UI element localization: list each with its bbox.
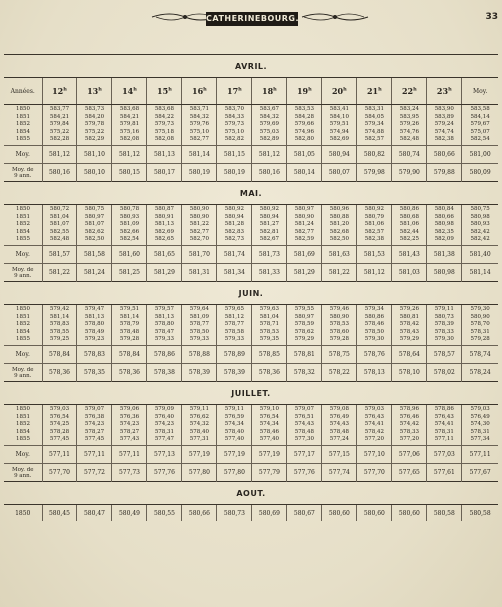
running-header — [0, 6, 502, 28]
value-cell: 583,58 584,14 579,67 575,07 582,54 — [462, 105, 498, 146]
column-header-hour: 14$^h$ — [112, 78, 147, 105]
moy9-cell: 578,10 — [392, 364, 427, 382]
month-title: MAI. — [4, 182, 498, 205]
value-cell: 580,60 — [322, 505, 357, 522]
moy9-cell: 578,36 — [42, 364, 77, 382]
value-cell: 579,42 581,14 578,83 578,55 579,25 — [42, 305, 77, 346]
moy9-cell: 577,76 — [147, 464, 182, 482]
value-cell: 579,03 576,54 574,25 578,28 577,45 — [42, 405, 77, 446]
moy-cell: 577,19 — [182, 446, 217, 464]
value-cell: 578,96 576,46 574,42 578,33 577,20 — [392, 405, 427, 446]
value-cell: 580,90 580,90 581,22 582,77 582,70 — [182, 205, 217, 246]
moy9-cell: 577,70 — [357, 464, 392, 482]
moy-cell: 578,74 — [462, 346, 498, 364]
moy-cell: 578,64 — [392, 346, 427, 364]
moy9-cell: 581,14 — [462, 264, 498, 282]
column-header-hour: 17$^h$ — [217, 78, 252, 105]
moy9-cell: 580,09 — [462, 164, 498, 182]
moy-cell: 577,11 — [42, 446, 77, 464]
value-cell: 580,92 580,94 581,28 582,83 582,73 — [217, 205, 252, 246]
moy-cell: 581,57 — [42, 246, 77, 264]
moy9-cell: 580,07 — [322, 164, 357, 182]
column-header-hour: 23$^h$ — [427, 78, 462, 105]
value-cell: 579,30 580,90 578,70 578,31 579,28 — [462, 305, 498, 346]
moy-cell: 578,86 — [147, 346, 182, 364]
value-cell: 583,90 583,89 579,24 574,74 582,38 — [427, 105, 462, 146]
moy-cell: 581,60 — [112, 246, 147, 264]
moy-cell: 577,06 — [392, 446, 427, 464]
value-cell: 579,65 581,12 578,77 578,58 579,33 — [217, 305, 252, 346]
moy9-cell: 581,22 — [322, 264, 357, 282]
month-title: AOUT. — [4, 482, 498, 505]
value-cell: 583,24 583,95 579,26 574,76 582,48 — [392, 105, 427, 146]
moy9-cell: 581,34 — [217, 264, 252, 282]
moy-cell: 577,10 — [357, 446, 392, 464]
value-cell: 580,67 — [287, 505, 322, 522]
moy-cell: 581,58 — [77, 246, 112, 264]
moy9-cell: 578,32 — [287, 364, 322, 382]
moy-cell: 578,88 — [182, 346, 217, 364]
moy9-label: Moy. de 9 ann. — [4, 464, 42, 482]
column-header-hour: 12$^h$ — [42, 78, 77, 105]
moy9-cell: 581,24 — [77, 264, 112, 282]
barometer-table — [4, 54, 498, 521]
moy-cell: 581,74 — [217, 246, 252, 264]
moy-cell: 580,94 — [322, 146, 357, 164]
value-cell: 579,07 576,51 574,43 578,48 577,30 — [287, 405, 322, 446]
moy-cell: 581,53 — [357, 246, 392, 264]
page-number: 33 — [485, 12, 498, 22]
moy-cell: 581,12 — [112, 146, 147, 164]
moy-row — [4, 446, 498, 464]
moy9-cell: 581,31 — [182, 264, 217, 282]
moy-row — [4, 346, 498, 364]
moy9-cell: 579,98 — [357, 164, 392, 182]
data-row — [4, 405, 498, 446]
moy9-cell: 580,98 — [427, 264, 462, 282]
year-cell: 1850 — [4, 505, 42, 522]
value-cell: 579,08 576,49 574,43 578,48 577,24 — [322, 405, 357, 446]
moy-cell: 580,82 — [357, 146, 392, 164]
moy9-cell: 580,17 — [147, 164, 182, 182]
value-cell: 580,84 580,66 580,98 582,35 582,09 — [427, 205, 462, 246]
moy9-cell: 579,88 — [427, 164, 462, 182]
value-cell: 579,51 581,14 578,79 578,48 579,28 — [112, 305, 147, 346]
month-title-row — [4, 55, 498, 78]
moy-cell: 578,84 — [112, 346, 147, 364]
value-cell: 580,75 580,98 580,93 582,42 582,42 — [462, 205, 498, 246]
moy-row — [4, 146, 498, 164]
moy9-cell: 578,38 — [147, 364, 182, 382]
moy9-cell: 581,33 — [252, 264, 287, 282]
moy-cell: 580,74 — [392, 146, 427, 164]
moy-cell: 578,84 — [42, 346, 77, 364]
value-cell: 580,72 581,04 581,07 582,55 582,48 — [42, 205, 77, 246]
value-cell: 580,73 — [217, 505, 252, 522]
moy9-cell: 577,80 — [217, 464, 252, 482]
years-cell: 1850 1851 1852 1854 1855 — [16, 306, 30, 343]
moy9-cell: 581,29 — [287, 264, 322, 282]
moy9-cell: 578,39 — [217, 364, 252, 382]
data-row-partial — [4, 505, 498, 522]
moy9-row — [4, 364, 498, 382]
moy-label: Moy. — [4, 246, 42, 264]
value-cell: 580,92 580,94 581,27 582,81 582,67 — [252, 205, 287, 246]
moy9-cell: 580,16 — [42, 164, 77, 182]
value-cell: 580,45 — [42, 505, 77, 522]
value-cell: 579,07 576,38 574,23 578,27 577,45 — [77, 405, 112, 446]
moy-cell: 581,14 — [182, 146, 217, 164]
moy9-cell: 578,36 — [252, 364, 287, 382]
month-title: JUILLET. — [4, 382, 498, 405]
value-cell: 578,86 576,43 574,41 578,31 577,11 — [427, 405, 462, 446]
value-cell: 580,58 — [462, 505, 498, 522]
value-cell: 580,69 — [252, 505, 287, 522]
value-cell: 579,47 581,13 578,80 578,49 579,23 — [77, 305, 112, 346]
column-header-years: Années. — [4, 78, 42, 105]
moy9-label: Moy. de 9 ann. — [4, 264, 42, 282]
moy-cell: 581,43 — [392, 246, 427, 264]
moy9-cell: 579,90 — [392, 164, 427, 182]
moy9-cell: 578,36 — [112, 364, 147, 382]
moy9-row — [4, 264, 498, 282]
moy-cell: 581,40 — [462, 246, 498, 264]
moy-cell: 581,69 — [287, 246, 322, 264]
moy-cell: 581,13 — [147, 146, 182, 164]
column-header-row — [4, 78, 498, 105]
value-cell: 579,34 580,86 578,46 578,50 579,30 — [357, 305, 392, 346]
moy-cell: 581,15 — [217, 146, 252, 164]
moy9-cell: 581,29 — [147, 264, 182, 282]
value-cell: 583,70 584,33 579,73 575,10 582,82 — [217, 105, 252, 146]
month-title-row — [4, 382, 498, 405]
value-cell: 583,71 584,32 579,76 575,10 582,77 — [182, 105, 217, 146]
value-cell: 579,63 581,04 578,71 578,53 579,35 — [252, 305, 287, 346]
value-cell: 583,68 584,21 579,81 575,16 582,08 — [112, 105, 147, 146]
value-cell: 583,41 584,10 579,51 574,94 582,69 — [322, 105, 357, 146]
moy9-cell: 578,35 — [77, 364, 112, 382]
moy-cell: 581,05 — [287, 146, 322, 164]
value-cell: 579,10 576,54 574,34 578,46 577,40 — [252, 405, 287, 446]
value-cell: 583,73 584,20 579,78 575,22 582,29 — [77, 105, 112, 146]
value-cell: 580,49 — [112, 505, 147, 522]
value-cell: 583,53 584,28 579,66 574,96 582,80 — [287, 105, 322, 146]
value-cell: 580,60 — [357, 505, 392, 522]
moy-cell: 580,66 — [427, 146, 462, 164]
moy-cell: 577,03 — [427, 446, 462, 464]
value-cell: 579,11 576,59 574,34 578,40 577,40 — [217, 405, 252, 446]
value-cell: 579,03 576,43 574,41 578,42 577,20 — [357, 405, 392, 446]
moy-cell: 577,11 — [112, 446, 147, 464]
moy9-cell: 581,03 — [392, 264, 427, 282]
moy9-cell: 577,65 — [392, 464, 427, 482]
value-cell: 579,09 576,40 574,23 578,31 577,47 — [147, 405, 182, 446]
value-cell: 580,75 580,97 581,07 582,62 582,50 — [77, 205, 112, 246]
data-row — [4, 305, 498, 346]
value-cell: 579,11 580,73 578,39 578,33 579,30 — [427, 305, 462, 346]
month-title: JUIN. — [4, 282, 498, 305]
moy-cell: 578,81 — [287, 346, 322, 364]
value-cell: 580,47 — [77, 505, 112, 522]
value-cell: 580,66 — [182, 505, 217, 522]
moy9-row — [4, 164, 498, 182]
column-header-hour: 21$^h$ — [357, 78, 392, 105]
moy-cell: 577,17 — [287, 446, 322, 464]
moy9-label: Moy. de 9 ann. — [4, 364, 42, 382]
month-title: AVRIL. — [4, 55, 498, 78]
moy-cell: 578,76 — [357, 346, 392, 364]
moy-cell: 581,10 — [77, 146, 112, 164]
moy-label: Moy. — [4, 446, 42, 464]
moy9-cell: 578,02 — [427, 364, 462, 382]
column-header-hour: 20$^h$ — [322, 78, 357, 105]
value-cell: 580,87 580,91 581,13 582,69 582,65 — [147, 205, 182, 246]
month-title-row — [4, 482, 498, 505]
moy9-cell: 580,15 — [112, 164, 147, 182]
column-header-hour: 16$^h$ — [182, 78, 217, 105]
years-cell: 1850 1851 1852 1854 1855 — [16, 206, 30, 243]
moy-cell: 578,85 — [252, 346, 287, 364]
moy-cell: 577,15 — [322, 446, 357, 464]
moy-cell: 578,57 — [427, 346, 462, 364]
moy-cell: 577,13 — [147, 446, 182, 464]
moy-cell: 581,00 — [462, 146, 498, 164]
moy9-cell: 577,67 — [462, 464, 498, 482]
column-header-hour: 15$^h$ — [147, 78, 182, 105]
moy-row — [4, 246, 498, 264]
moy9-cell: 580,19 — [217, 164, 252, 182]
value-cell: 580,96 580,88 581,20 582,68 582,50 — [322, 205, 357, 246]
moy9-cell: 578,24 — [462, 364, 498, 382]
years-cell: 1850 1851 1852 1854 1855 — [16, 406, 30, 443]
moy-cell: 578,83 — [77, 346, 112, 364]
running-title: CATHERINEBOURG. — [206, 12, 298, 26]
moy9-label: Moy. de 9 ann. — [4, 164, 42, 182]
moy9-cell: 578,22 — [322, 364, 357, 382]
moy9-cell: 577,61 — [427, 464, 462, 482]
value-cell: 580,92 580,79 581,06 582,57 582,38 — [357, 205, 392, 246]
moy-cell: 578,75 — [322, 346, 357, 364]
value-cell: 579,57 581,13 578,80 578,47 579,33 — [147, 305, 182, 346]
value-cell: 580,58 — [427, 505, 462, 522]
data-row — [4, 105, 498, 146]
value-cell: 583,68 584,22 579,73 575,18 582,08 — [147, 105, 182, 146]
moy9-cell: 577,79 — [252, 464, 287, 482]
column-header-hour: 13$^h$ — [77, 78, 112, 105]
moy-cell: 578,89 — [217, 346, 252, 364]
value-cell: 580,78 580,93 581,09 582,66 582,54 — [112, 205, 147, 246]
moy9-cell: 580,14 — [287, 164, 322, 182]
value-cell: 579,64 581,09 578,77 578,50 579,33 — [182, 305, 217, 346]
column-header-hour: 22$^h$ — [392, 78, 427, 105]
column-header-hour: 18$^h$ — [252, 78, 287, 105]
moy9-cell: 577,72 — [77, 464, 112, 482]
moy-cell: 581,12 — [252, 146, 287, 164]
value-cell: 579,55 580,97 578,59 578,62 579,29 — [287, 305, 322, 346]
moy-cell: 581,38 — [427, 246, 462, 264]
moy9-cell: 580,19 — [182, 164, 217, 182]
moy9-cell: 581,25 — [112, 264, 147, 282]
moy9-cell: 578,13 — [357, 364, 392, 382]
moy9-cell: 581,22 — [42, 264, 77, 282]
moy9-cell: 577,74 — [322, 464, 357, 482]
moy-cell: 581,70 — [182, 246, 217, 264]
value-cell: 579,11 576,62 574,32 578,40 577,31 — [182, 405, 217, 446]
data-row — [4, 205, 498, 246]
month-title-row — [4, 182, 498, 205]
value-cell: 580,60 — [392, 505, 427, 522]
month-title-row — [4, 282, 498, 305]
value-cell: 580,55 — [147, 505, 182, 522]
moy9-cell: 580,10 — [77, 164, 112, 182]
ornament-right-icon — [300, 9, 370, 25]
moy-cell: 581,12 — [42, 146, 77, 164]
moy-cell: 577,11 — [462, 446, 498, 464]
moy-cell: 577,19 — [217, 446, 252, 464]
value-cell: 583,77 584,21 579,84 575,22 582,28 — [42, 105, 77, 146]
moy9-row — [4, 464, 498, 482]
moy-cell: 581,73 — [252, 246, 287, 264]
value-cell: 580,97 580,90 581,24 582,77 582,59 — [287, 205, 322, 246]
moy-label: Moy. — [4, 146, 42, 164]
moy9-cell: 578,39 — [182, 364, 217, 382]
moy9-cell: 577,70 — [42, 464, 77, 482]
moy-cell: 581,65 — [147, 246, 182, 264]
value-cell: 583,31 584,05 579,34 574,88 582,57 — [357, 105, 392, 146]
value-cell: 580,86 580,68 581,06 582,44 582,25 — [392, 205, 427, 246]
column-header-moy: Moy. — [462, 78, 498, 105]
moy-cell: 577,11 — [77, 446, 112, 464]
moy-cell: 581,63 — [322, 246, 357, 264]
value-cell: 579,26 580,81 578,42 578,43 579,29 — [392, 305, 427, 346]
value-cell: 579,03 576,49 574,30 578,31 577,34 — [462, 405, 498, 446]
moy-label: Moy. — [4, 346, 42, 364]
moy-cell: 577,19 — [252, 446, 287, 464]
moy9-cell: 577,73 — [112, 464, 147, 482]
value-cell: 579,06 576,36 574,23 578,27 577,43 — [112, 405, 147, 446]
column-header-hour: 19$^h$ — [287, 78, 322, 105]
moy9-cell: 581,12 — [357, 264, 392, 282]
years-cell: 1850 1851 1852 1854 1855 — [16, 106, 30, 143]
moy9-cell: 577,76 — [287, 464, 322, 482]
value-cell: 579,46 580,90 578,53 578,60 579,28 — [322, 305, 357, 346]
value-cell: 583,67 584,32 579,69 575,03 582,89 — [252, 105, 287, 146]
moy9-cell: 577,80 — [182, 464, 217, 482]
moy9-cell: 580,16 — [252, 164, 287, 182]
